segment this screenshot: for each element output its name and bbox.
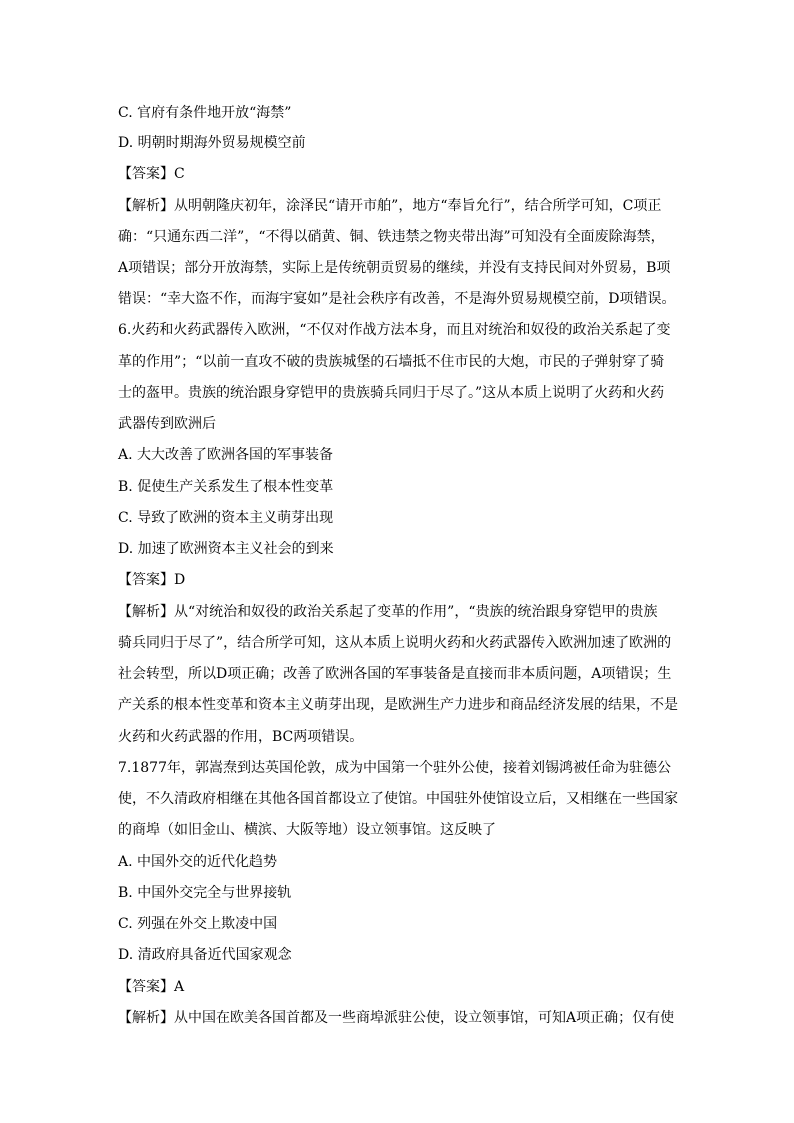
text-line: A. 中国外交的近代化趋势 [118,854,278,870]
text-line: 火药和火药武器的作用，BC两项错误。 [118,729,364,745]
text-line: 7.1877年，郭嵩焘到达英国伦敦，成为中国第一个驻外公使，接着刘锡鸿被任命为驻德公 [118,760,671,776]
text-line: 6.火药和火药武器传入欧洲，“不仅对作战方法本身，而且对统治和奴役的政治关系起了变 [118,322,671,338]
text-line: D. 明朝时期海外贸易规模空前 [118,135,306,151]
text-line: B. 中国外交完全与世界接轨 [118,885,292,901]
text-line: 确：“只通东西二洋”，“不得以硝黄、铜、铁违禁之物夹带出海”可知没有全面废除海禁， [118,229,665,245]
text-line: C. 列强在外交上欺凌中国 [118,916,278,932]
text-line: 革的作用”；“以前一直攻不破的贵族城堡的石墙抵不住市民的大炮，市民的子弹射穿了骑 [118,354,665,370]
text-line: 社会转型，所以D项正确；改善了欧洲各国的军事装备是直接而非本质问题，A项错误；生 [118,666,672,682]
text-line: A. 大大改善了欧洲各国的军事装备 [118,447,334,463]
text-line: 错误：“幸大盗不作，而海宇宴如”是社会秩序有改善，不是海外贸易规模空前，D项错误。 [118,291,676,307]
text-line: B. 促使生产关系发生了根本性变革 [118,479,334,495]
text-line: 【解析】从明朝隆庆初年，涂泽民“请开市舶”，地方“奉旨允行”，结合所学可知，C项正 [118,198,662,214]
text-line: D. 加速了欧洲资本主义社会的到来 [118,541,334,557]
text-line: 【解析】从“对统治和奴役的政治关系起了变革的作用”，“贵族的统治跟身穿铠甲的贵族 [118,604,658,620]
text-line: 【答案】C [118,166,185,182]
text-line: 【解析】从中国在欧美各国首都及一些商埠派驻公使，设立领事馆，可知A项正确；仅有使 [118,1010,675,1026]
text-line: D. 清政府具备近代国家观念 [118,947,292,963]
text-line: 使，不久清政府相继在其他各国首都设立了使馆。中国驻外使馆设立后，又相继在一些国家 [118,791,678,807]
text-line: 产关系的根本性变革和资本主义萌芽出现，是欧洲生产力进步和商品经济发展的结果，不是 [118,697,678,713]
text-line: C. 官府有条件地开放“海禁” [118,105,292,121]
text-line: 武器传到欧洲后 [118,416,216,432]
text-line: 骑兵同归于尽了”，结合所学可知，这从本质上说明火药和火药武器传入欧洲加速了欧洲的 [118,635,672,651]
text-line: A项错误；部分开放海禁，实际上是传统朝贡贸易的继续，并没有支持民间对外贸易，B项 [118,260,671,276]
text-line: 【答案】D [118,572,186,588]
text-line: 【答案】A [118,979,185,995]
text-line: 的商埠（如旧金山、横滨、大阪等地）设立领事馆。这反映了 [118,822,496,838]
text-line: C. 导致了欧洲的资本主义萌芽出现 [118,510,334,526]
text-line: 士的盔甲。贵族的统治跟身穿铠甲的贵族骑兵同归于尽了。”这从本质上说明了火药和火药 [118,385,665,401]
